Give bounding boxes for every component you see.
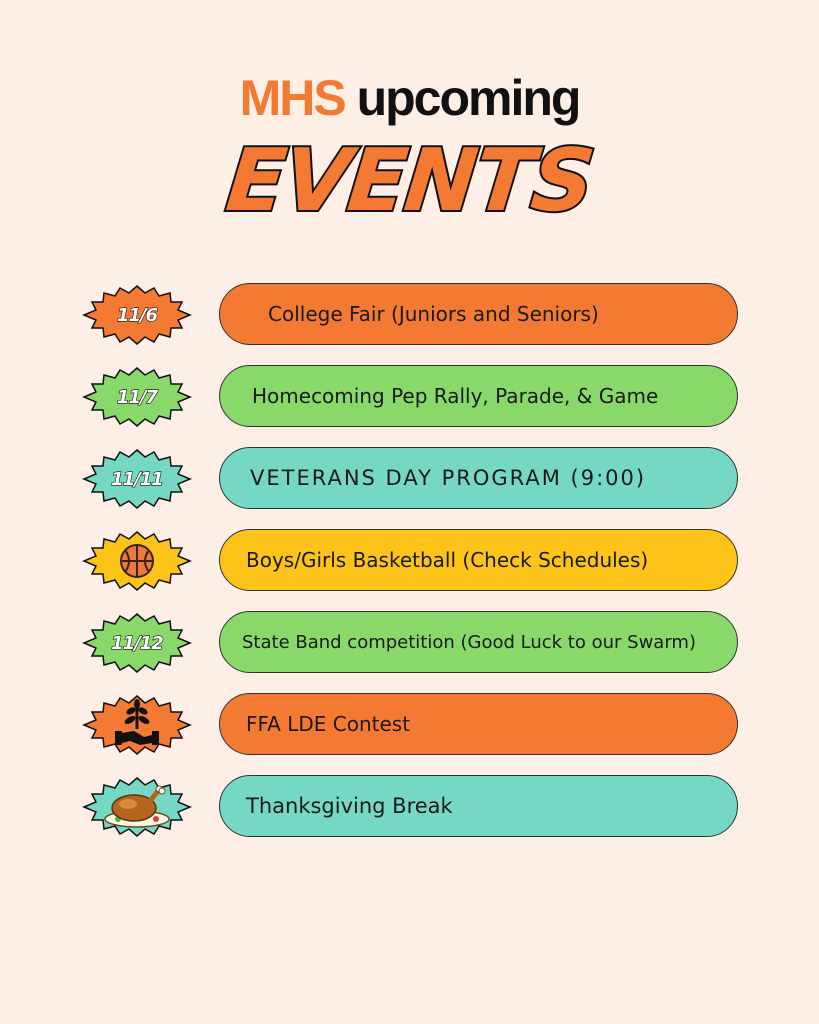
date-badge <box>82 449 192 509</box>
date-label: 11/6 <box>116 304 158 326</box>
events-heading: EVENTS <box>221 131 598 231</box>
event-row <box>0 365 819 431</box>
event-title: VETERANS DAY PROGRAM (9:00) <box>250 466 647 490</box>
event-title: Thanksgiving Break <box>246 794 453 818</box>
event-title: Boys/Girls Basketball (Check Schedules) <box>246 548 649 572</box>
event-title: College Fair (Juniors and Seniors) <box>268 302 599 326</box>
event-pill <box>219 775 738 837</box>
event-row <box>0 775 819 841</box>
title-upcoming: upcoming <box>344 70 580 126</box>
icon-badge <box>82 531 192 591</box>
date-label: 11/12 <box>111 632 163 654</box>
event-row <box>0 693 819 759</box>
icon-badge <box>82 777 192 837</box>
date-label: 11/7 <box>116 386 158 408</box>
date-badge <box>82 613 192 673</box>
date-label: 11/11 <box>111 468 163 490</box>
title-line <box>0 68 819 128</box>
icon-badge <box>82 695 192 755</box>
event-title: Homecoming Pep Rally, Parade, & Game <box>252 384 659 408</box>
event-pill <box>219 611 738 673</box>
title-brand: MHS <box>239 70 345 126</box>
date-badge <box>82 367 192 427</box>
event-title: State Band competition (Good Luck to our Swarm) <box>242 631 696 653</box>
event-row <box>0 283 819 349</box>
header <box>0 68 819 128</box>
basketball-icon <box>82 531 192 591</box>
event-row <box>0 611 819 677</box>
event-pill <box>219 693 738 755</box>
roast-turkey-icon <box>82 777 192 837</box>
event-row <box>0 447 819 513</box>
event-pill <box>219 447 738 509</box>
event-row <box>0 529 819 595</box>
event-pill <box>219 529 738 591</box>
ffa-handshake-plant-icon <box>82 695 192 755</box>
event-pill <box>219 365 738 427</box>
event-title: FFA LDE Contest <box>246 712 411 736</box>
date-badge <box>82 285 192 345</box>
event-pill <box>219 283 738 345</box>
